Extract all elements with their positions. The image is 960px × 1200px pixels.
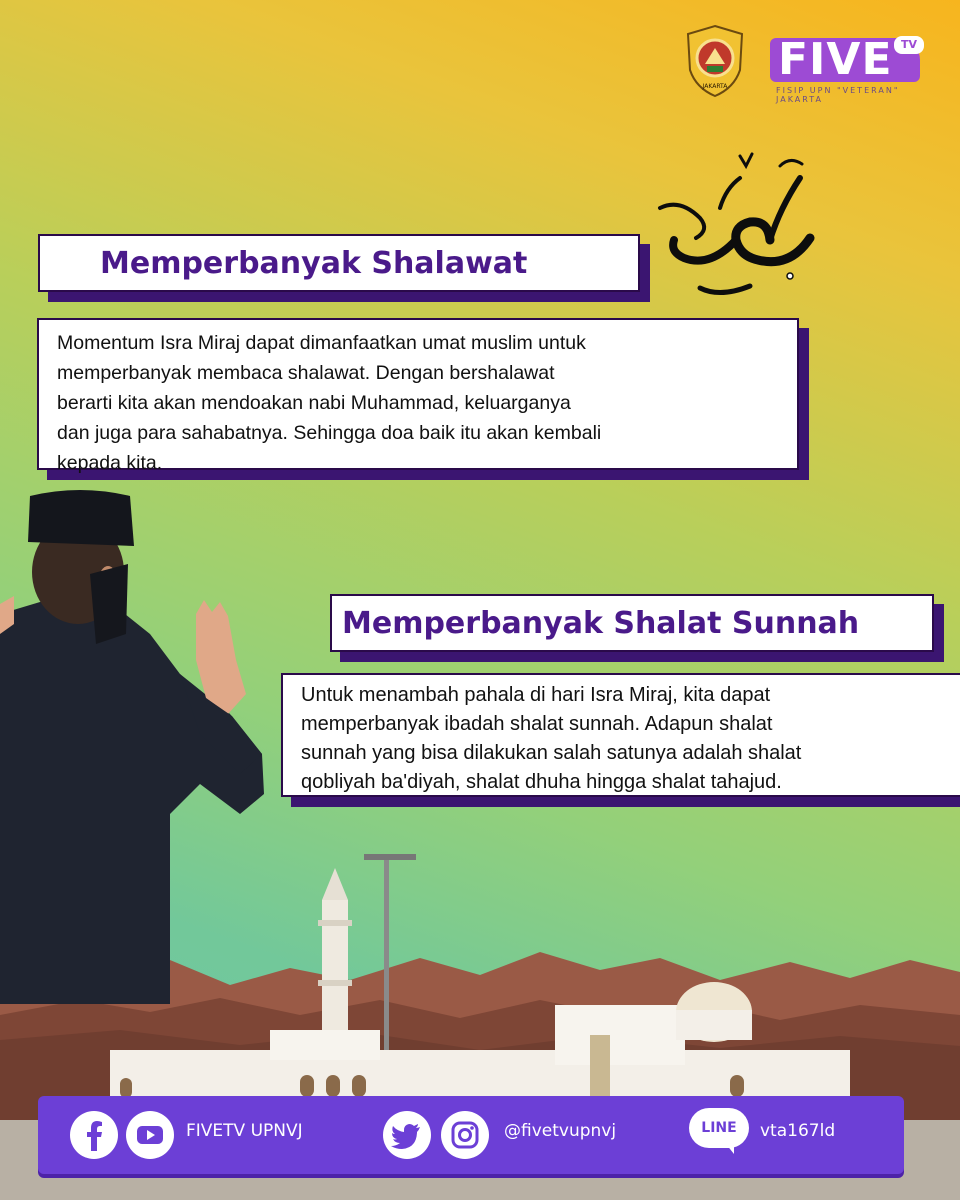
section2-title-card xyxy=(330,594,934,652)
praying-man-image xyxy=(0,484,280,1004)
university-emblem-icon xyxy=(680,24,750,98)
fivetv-logo-badge: TV xyxy=(894,36,924,54)
channel-name: FIVETV UPNVJ xyxy=(186,1121,303,1141)
social-footer xyxy=(38,1096,904,1174)
section1-title-card xyxy=(38,234,640,292)
section1-line: Momentum Isra Miraj dapat dimanfaatkan umat muslim untuk xyxy=(57,332,586,354)
section2-line: sunnah yang bisa dilakukan salah satunya adalah shalat xyxy=(301,742,802,764)
section2-line: memperbanyak ibadah shalat sunnah. Adapun shalat xyxy=(301,713,773,735)
line-icon-tail xyxy=(726,1144,734,1154)
line-icon[interactable]: LINE xyxy=(689,1108,749,1148)
youtube-icon[interactable] xyxy=(126,1111,174,1159)
section2-line: Untuk menambah pahala di hari Isra Miraj, kita dapat xyxy=(301,684,771,706)
fivetv-logo xyxy=(770,34,930,104)
twitter-icon[interactable] xyxy=(383,1111,431,1159)
section2-body-card xyxy=(281,673,960,797)
section2-title: Memperbanyak Shalat Sunnah xyxy=(342,605,860,641)
fivetv-logo-text: FIVE xyxy=(778,34,893,85)
muhammad-calligraphy-icon xyxy=(640,148,830,308)
section1-line: kepada kita. xyxy=(57,452,163,474)
university-caption: JAKARTA xyxy=(702,83,728,90)
section1-title: Memperbanyak Shalawat xyxy=(100,245,528,281)
section2-line: qobliyah ba'diyah, shalat dhuha hingga shalat tahajud. xyxy=(301,771,782,793)
line-id: vta167ld xyxy=(760,1121,836,1141)
section1-line: dan juga para sahabatnya. Sehingga doa baik itu akan kembali xyxy=(57,422,602,444)
instagram-icon[interactable] xyxy=(441,1111,489,1159)
section1-body-card xyxy=(37,318,799,474)
section1-line: berarti kita akan mendoakan nabi Muhammad, keluarganya xyxy=(57,392,571,414)
fivetv-logo-subtitle: FISIP UPN "VETERAN" JAKARTA xyxy=(776,86,900,104)
section1-line: memperbanyak membaca shalawat. Dengan bershalawat xyxy=(57,362,555,384)
facebook-icon[interactable] xyxy=(70,1111,118,1159)
social-handle: @fivetvupnvj xyxy=(504,1121,617,1141)
